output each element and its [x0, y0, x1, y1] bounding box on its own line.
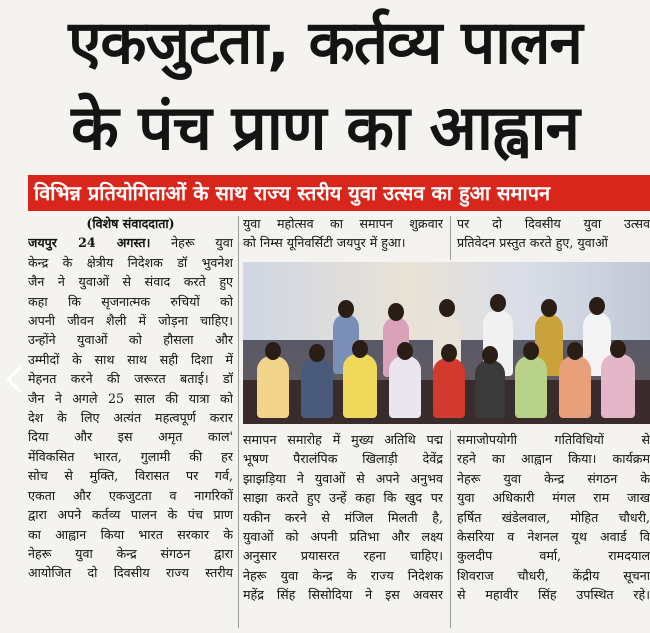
person-figure — [475, 360, 505, 418]
column-line: समाजोपयोगी गतिविधियों से — [457, 432, 650, 447]
person-figure — [559, 356, 591, 418]
column-line: एकता और एकजुटता व नागरिकों — [28, 487, 233, 503]
column-line: प्रतिवेदन प्रस्तुत करते हुए, युवाओं — [457, 235, 608, 251]
person-head — [523, 342, 539, 360]
column-line: को निम्स यूनिवर्सिटी जयपुर में हुआ। — [243, 235, 406, 251]
person-figure — [257, 356, 289, 418]
column-line: अनुसार प्रयासरत रहना चाहिए। — [243, 548, 443, 564]
column-line: नेहरू युवा केन्द्र संगठन के — [457, 470, 650, 486]
column-line: झाझड़िया ने युवाओं से अपने अनुभव — [243, 470, 443, 486]
column-line: द्वारा अपने कर्तव्य पालन के पंच प्राण — [28, 507, 233, 523]
person-head — [265, 342, 281, 360]
subheadline-banner: विभिन्न प्रतियोगिताओं के साथ राज्य स्तरीय युवा उत्सव का हुआ समापन — [28, 175, 650, 211]
column-line: से महावीर सिंह उपस्थित रहे। — [457, 587, 650, 603]
column-line: देश के लिए अत्यंत महत्वपूर्ण करार — [28, 410, 233, 426]
person-head — [482, 346, 498, 364]
person-figure — [433, 358, 465, 418]
dateline: जयपुर 24 अगस्त। — [28, 235, 151, 251]
byline: (विशेष संवाददाता) — [86, 216, 175, 231]
column-line: यकीन करने से मंजिल मिलती है, — [243, 509, 443, 525]
column-line: युवा महोत्सव का समापन शुक्रवार — [243, 216, 443, 231]
column-line: हर्षित खंडेलवाल, मोहित चौधरी, — [457, 509, 650, 525]
person-figure — [301, 358, 333, 418]
column-line: केसरिया व नेशनल यूथ अवार्ड वि — [457, 529, 650, 545]
person-figure — [343, 354, 377, 418]
person-head — [338, 300, 354, 318]
person-head — [589, 297, 605, 315]
person-head — [541, 299, 557, 317]
column-line: अपनी जीवन शैली में जोड़ना चाहिए। — [28, 313, 233, 329]
headline-line-1: एकजुटता, कर्तव्य पालन — [68, 8, 582, 78]
article-column-3-bottom — [457, 430, 650, 605]
person-head — [309, 344, 325, 362]
headline-line-2: के पंच प्राण का आह्वान — [71, 91, 579, 164]
person-head — [439, 299, 455, 317]
column-line-text: नेहरू युवा — [171, 235, 233, 251]
column-line: मेंविकसित भारत, गुलामी की हर — [28, 448, 233, 464]
person-head — [397, 342, 413, 360]
article-column-2-top — [243, 214, 443, 253]
column-line: महेंद्र सिंह सिसोदिया ने इस अवसर — [243, 587, 443, 603]
column-line: नेहरू युवा केन्द्र के राज्य निदेशक — [243, 567, 443, 583]
column-line: युवा अधिकारी मंगल राम जाख — [457, 490, 650, 506]
column-line: समापन समारोह में मुख्य अतिथि पद्म — [243, 432, 443, 447]
column-divider — [450, 430, 451, 628]
person-head — [490, 294, 506, 312]
person-figure — [601, 354, 635, 418]
article-column-3-top — [457, 214, 650, 253]
person-head — [610, 340, 626, 358]
column-line: पर दो दिवसीय युवा उत्सव — [457, 216, 650, 231]
column-line — [28, 233, 233, 252]
column-line: केन्द्र के क्षेत्रीय निदेशक डॉ भुवनेश — [28, 254, 233, 270]
person-head — [352, 340, 368, 358]
column-line: कहा कि सृजनात्मक रुचियों को — [28, 293, 233, 309]
column-line: उम्मीदों के साथ साथ सही दिशा में — [28, 351, 233, 367]
column-line: आयोजित दो दिवसीय राज्य स्तरीय — [28, 565, 233, 581]
column-line: का आह्वान किया भारत सरकार के — [28, 526, 233, 542]
column-line: नेहरू युवा केन्द्र संगठन द्वारा — [28, 545, 233, 561]
column-line: जैन ने युवाओं से संवाद करते हुए — [28, 274, 233, 290]
column-line: रहने का आह्वान किया। कार्यक्रम — [457, 451, 650, 467]
headline — [0, 0, 650, 170]
column-line: जैन ने अगले 25 साल की यात्रा को — [28, 390, 233, 406]
person-figure — [515, 356, 547, 418]
award-ceremony-photo — [243, 262, 650, 424]
column-divider — [450, 216, 451, 260]
person-head — [441, 344, 457, 362]
article-column-1 — [28, 214, 233, 583]
column-line: उन्होंने युवाओं को हौसला और — [28, 332, 233, 348]
column-line: सोच से मुक्ति, विरासत पर गर्व, — [28, 468, 233, 484]
person-head — [388, 303, 404, 321]
column-divider — [238, 216, 239, 628]
column-line: भूषण पैरालंपिक खिलाड़ी देवेंद्र — [243, 451, 443, 467]
person-figure — [389, 356, 421, 418]
column-line: दिया और इस अमृत काल' — [28, 429, 233, 445]
column-line: युवाओं को अपनी प्रतिभा और लक्ष्य — [243, 529, 443, 545]
column-line: कुलदीप वर्मा, रामदयाल — [457, 548, 650, 564]
article-column-2-bottom — [243, 430, 443, 605]
column-line: शिवराज चौधरी, केंद्रीय सूचना — [457, 567, 650, 583]
person-head — [567, 342, 583, 360]
column-line: मेहनत करने की जरूरत बताई। डॉ — [28, 371, 233, 387]
column-line: साझा करते हुए उन्हें कहा कि खुद पर — [243, 490, 443, 506]
